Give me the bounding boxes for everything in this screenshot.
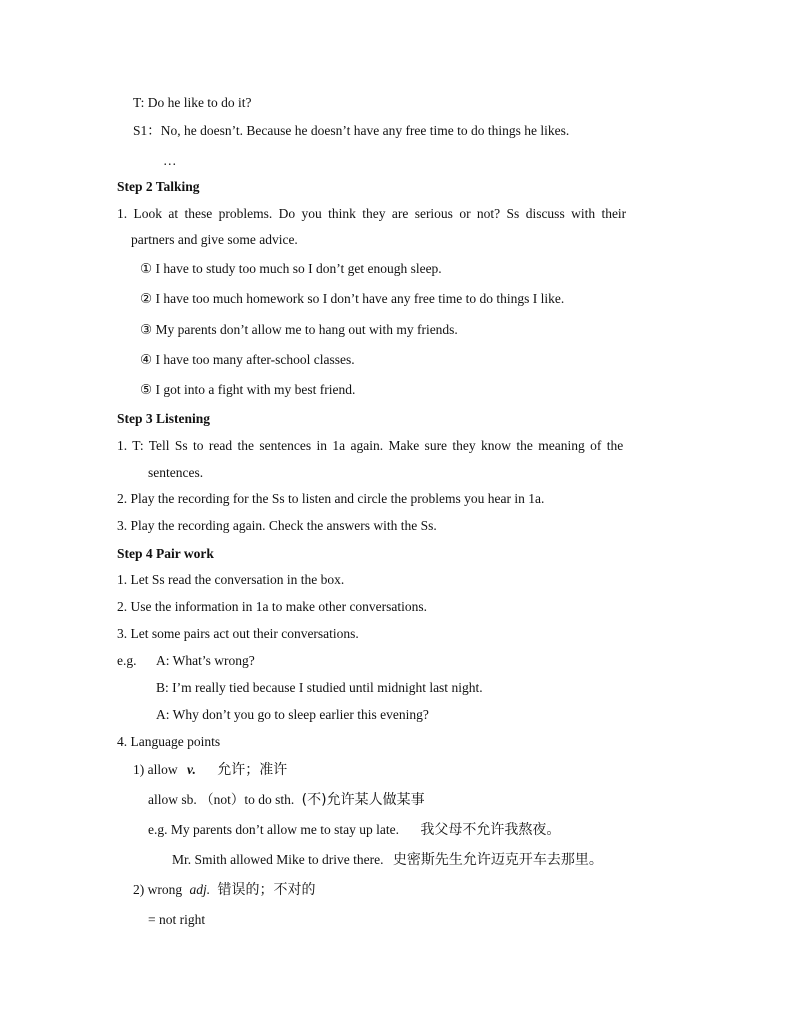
teacher-line: T: Do he like to do it?: [133, 95, 252, 110]
step4-heading: Step 4 Pair work: [117, 546, 214, 561]
problem-item: ③ My parents don’t allow me to hang out with my friends.: [140, 322, 458, 337]
language-point-1: [133, 763, 287, 777]
problem-item: ① I have to study too much so I don’t get enough sleep.: [140, 261, 442, 276]
step3-item1: 1. T: Tell Ss to read the sentences in 1a again. Make sure they know the meaning of the: [117, 438, 624, 453]
step2-heading: Step 2 Talking: [117, 179, 200, 194]
step4-item1: 1. Let Ss read the conversation in the box.: [117, 572, 345, 587]
lp1-example-1: [148, 823, 560, 837]
lp1-ex1-en: e.g. My parents don’t allow me to stay up late.: [148, 822, 399, 837]
student-line: S1：No, he doesn’t. Because he doesn’t have any free time to do things he likes.: [133, 123, 570, 138]
step2-item1: 1. Look at these problems. Do you think they are serious or not? Ss discuss with their: [117, 206, 627, 221]
step4-item2: 2. Use the information in 1a to make other conversations.: [117, 599, 428, 614]
lp1-ex1-cn: 我父母不允许我熬夜。: [420, 822, 561, 838]
step3-item3: 3. Play the recording again. Check the answers with the Ss.: [117, 518, 437, 533]
problem-item: ④ I have too many after-school classes.: [140, 352, 355, 367]
step3-item2: 2. Play the recording for the Ss to listen and circle the problems you hear in 1a.: [117, 491, 545, 506]
ellipsis: …: [163, 153, 177, 168]
lp2-meaning: 错误的；不对的: [217, 882, 316, 898]
lp2-word: 2) wrong: [133, 882, 183, 897]
problem-item: ② I have too much homework so I don’t have any free time to do things I like.: [140, 291, 565, 306]
step2-item1-cont: partners and give some advice.: [131, 232, 298, 247]
lp1-pattern: allow sb. （not）to do sth.: [148, 792, 295, 807]
step4-item3: 3. Let some pairs act out their conversations.: [117, 626, 359, 641]
dialogue-line: B: I’m really tied because I studied until midnight last night.: [156, 680, 483, 695]
lp1-ex2-en: Mr. Smith allowed Mike to drive there.: [172, 852, 384, 867]
step3-heading: Step 3 Listening: [117, 411, 211, 426]
step4-item4: 4. Language points: [117, 734, 221, 749]
problem-item: ⑤ I got into a fight with my best friend.: [140, 382, 356, 397]
lp1-meaning: 允许；准许: [217, 762, 288, 778]
dialogue-line: A: Why don’t you go to sleep earlier this evening?: [156, 707, 429, 722]
dialogue-line: A: What’s wrong?: [156, 653, 255, 668]
lp1-word: 1) allow: [133, 762, 178, 777]
lp1-example-2: [172, 853, 603, 867]
lp2-pos: adj.: [189, 882, 211, 897]
language-point-2: [133, 883, 316, 897]
lp1-ex2-cn: 史密斯先生允许迈克开车去那里。: [392, 852, 603, 868]
eg-label: e.g.: [117, 653, 137, 668]
lp1-pattern-line: [148, 793, 425, 807]
lp1-pos: v.: [187, 762, 196, 777]
step3-item1-cont: sentences.: [148, 465, 204, 480]
lp2-synonym: = not right: [148, 912, 206, 927]
lp1-pattern-cn: (不)允许某人做某事: [301, 792, 425, 808]
